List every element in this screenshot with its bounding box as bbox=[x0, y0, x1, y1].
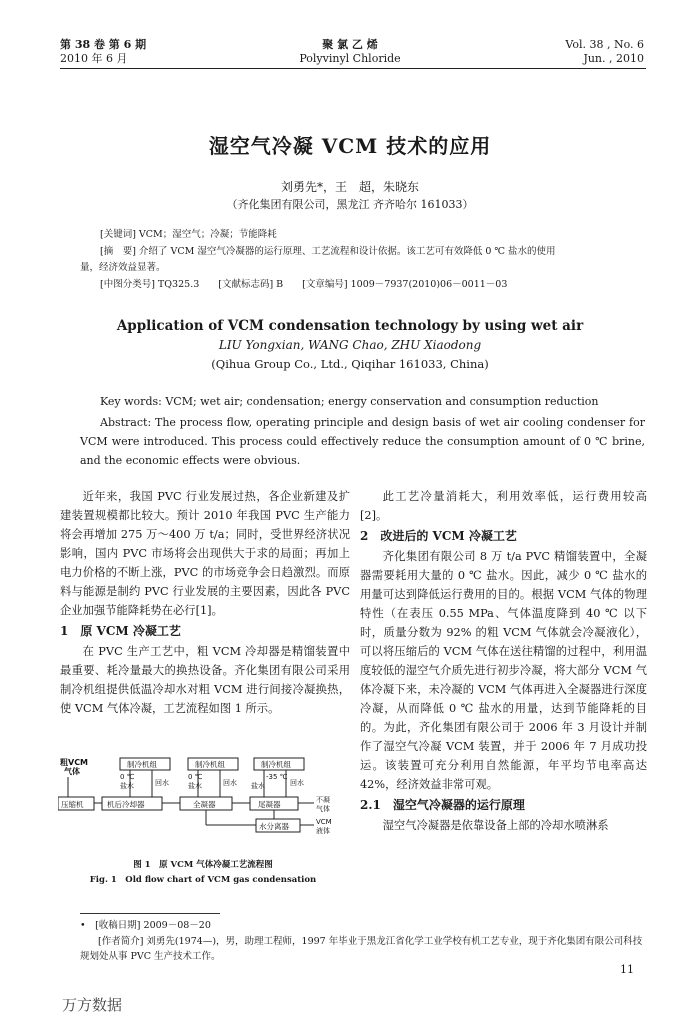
fig-label-return-3: 回水 bbox=[290, 779, 304, 787]
classification: [中图分类号] TQ325.3 [文献标志码] B [文章编号] 1009－7937(2010)06－0011－03 bbox=[100, 279, 508, 290]
keywords-en: Key words: VCM; wet air; condensation; energy conservation and consumption reduction bbox=[100, 395, 599, 408]
figure-caption-en: Fig. 1 Old flow chart of VCM gas condensation bbox=[89, 875, 317, 885]
watermark: 万方数据 bbox=[62, 996, 123, 1014]
abstract-en: Abstract: The process flow, operating principle and design basis of wet air cooling condenser for VCM were introduced. This process could effectively reduce the consumption amount of 0 ℃ brine, and the economic effects were obvious. bbox=[80, 416, 645, 467]
section-2-heading: 2 改进后的 VCM 冷凝工艺 bbox=[360, 529, 517, 543]
section-1-continued: 此工艺冷量消耗大，利用效率低，运行费用较高[2]。 bbox=[360, 490, 647, 522]
abstract-cn-line1: [摘 要] 介绍了 VCM 湿空气冷凝器的运行原理、工艺流程和设计依据。该工艺可有效降低 0 ℃ 盐水的使用 bbox=[100, 246, 556, 257]
fig-label-condenser: 全凝器 bbox=[193, 800, 216, 809]
journal-vol-en: Vol. 38 , No. 6 bbox=[565, 38, 644, 51]
fig-label-return-1: 回水 bbox=[155, 779, 169, 787]
paper-title: 湿空气冷凝 VCM 技术的应用 bbox=[208, 134, 492, 158]
fig-label-noncond-2: 气体 bbox=[316, 805, 330, 813]
authors-cn: 刘勇先*，王 超，朱晓东 bbox=[280, 180, 419, 194]
author-bio: [作者简介] 刘勇先(1974—)，男，助理工程师，1997 年毕业于黑龙江省化学工业学校有机工艺专业，现于齐化集团有限公司科技规划处从事 PVC 生产技术工作。 bbox=[80, 936, 643, 962]
fig-label-brine-temp-2: 0 ℃ bbox=[188, 773, 203, 781]
fig-label-chiller-3: 制冷机组 bbox=[261, 760, 291, 769]
footnote-rule bbox=[80, 913, 220, 914]
fig-label-brine-3: 盐水 bbox=[251, 782, 265, 790]
right-column bbox=[360, 487, 647, 835]
section-1-text: 在 PVC 生产工艺中，粗 VCM 冷却器是精馏装置中最重要、耗冷量最大的换热设备。齐化集团有限公司采用制冷机组提供低温冷却水对粗 VCM 进行间接冷凝换热，使 VCM 气体冷凝，工艺流程如图 1 所示。 bbox=[60, 645, 350, 715]
fig-label-vcm-liquid: VCM bbox=[316, 818, 332, 826]
figure-caption-cn: 图 1 原 VCM 气体冷凝工艺流程图 bbox=[133, 860, 273, 870]
section-2-text: 齐化集团有限公司 8 万 t/a PVC 精馏装置中，全凝器需要耗用大量的 0 ℃ 盐水。因此，减少 0 ℃ 盐水的用量可达到降低运行费用的目的。根据 VCM 气体的物理特性（在表压 0.55 MPa、气体温度降到 40 ℃ 以下时，质量分数为 92% 的粗 VCM 气体就会冷凝液化），可以将压缩后的 VCM 气体在送往精馏的过程中，利用温度较低的湿空气介质先进行初步冷凝，将大部分 VCM 气体冷凝下来，未冷凝的 VCM 气体再进入全凝器进行深度冷凝，从而降低 0 ℃ 盐水的用量，达到节能降耗的目的。为此，齐化集团有限公司于 2006 年 3 月设计并制作了湿空气冷凝 VCM 装置，并于 2006 年 7 月成功投运。该装置可充分利用自然能源，年平均节电率高达 42%，经济效益非常可观。 bbox=[360, 550, 647, 791]
left-column bbox=[60, 487, 350, 718]
fig-label-noncond: 不凝 bbox=[316, 796, 330, 804]
fig-label-brine-temp-3: -35 ℃ bbox=[266, 773, 288, 781]
journal-date: 2010 年 6 月 bbox=[60, 52, 128, 65]
section-1-heading: 1 原 VCM 冷凝工艺 bbox=[60, 624, 181, 638]
section-2-1-heading: 2.1 湿空气冷凝器的运行原理 bbox=[360, 798, 525, 812]
page-number: 11 bbox=[620, 963, 634, 976]
fig-label-liquid: 液体 bbox=[316, 827, 330, 835]
fig-label-brine-2: 盐水 bbox=[188, 782, 202, 790]
process-flow-diagram bbox=[58, 757, 348, 857]
fig-label-tail-condenser: 尾凝器 bbox=[258, 800, 281, 809]
journal-name-cn: 聚 氯 乙 烯 bbox=[322, 38, 378, 51]
fig-label-chiller-2: 制冷机组 bbox=[195, 760, 225, 769]
fig-label-brine-1: 盐水 bbox=[120, 782, 134, 790]
fig-label-gas: 气体 bbox=[64, 767, 80, 776]
received-date: • [收稿日期] 2009－08－20 bbox=[80, 920, 211, 931]
fig-label-crude-vcm: 粗VCM bbox=[60, 758, 89, 767]
fig-label-compressor: 压缩机 bbox=[61, 800, 84, 809]
header-rule bbox=[60, 68, 646, 69]
fig-label-return-2: 回水 bbox=[223, 779, 237, 787]
fig-label-brine-temp-1: 0 ℃ bbox=[120, 773, 135, 781]
fig-label-separator: 水分离器 bbox=[259, 822, 289, 831]
section-2-1-text: 湿空气冷凝器是依靠设备上部的冷却水喷淋系 bbox=[382, 819, 609, 832]
fig-label-aftercooler: 机后冷却器 bbox=[107, 800, 145, 809]
intro-paragraph: 近年来，我国 PVC 行业发展过热，各企业新建及扩建装置规模都比较大。预计 2010 年我国 PVC 生产能力将会再增加 275 万～400 万 t/a；同时，受世界经济状况影响，国内 PVC 市场将会出现供大于求的局面；再加上电力价格的不断上涨，PVC 的市场竞争会日趋激烈。而原料与能源是制约 PVC 行业发展的主要因素，因此各 PVC 企业加强节能降耗势在必行[1]。 bbox=[60, 490, 350, 617]
abstract-cn-line2: 量，经济效益显著。 bbox=[80, 262, 166, 273]
keywords-cn: [关键词] VCM；湿空气；冷凝；节能降耗 bbox=[100, 229, 277, 240]
affiliation-en: (Qihua Group Co., Ltd., Qiqihar 161033, China) bbox=[211, 357, 489, 371]
authors-en: LIU Yongxian, WANG Chao, ZHU Xiaodong bbox=[218, 338, 482, 352]
fig-label-chiller-1: 制冷机组 bbox=[127, 760, 157, 769]
affiliation-cn: （齐化集团有限公司，黑龙江 齐齐哈尔 161033） bbox=[226, 198, 474, 211]
journal-date-en: Jun. , 2010 bbox=[583, 52, 644, 65]
paper-title-en: Application of VCM condensation technology by using wet air bbox=[116, 318, 584, 334]
journal-name-en: Polyvinyl Chloride bbox=[299, 52, 401, 65]
journal-volume: 第 38 卷 第 6 期 bbox=[60, 38, 147, 51]
